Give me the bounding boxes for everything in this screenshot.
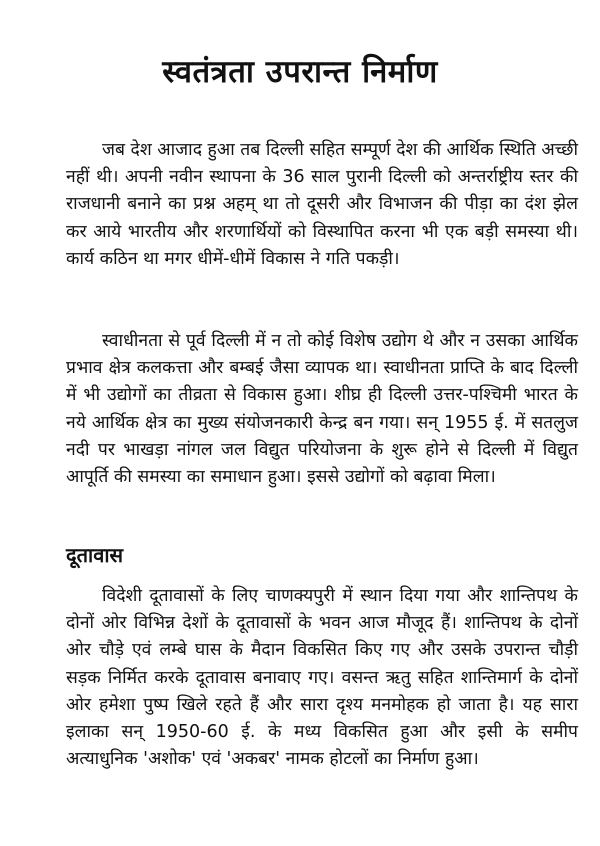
paragraph-embassies: विदेशी दूतावासों के लिए चाणक्यपुरी में स्थान दिया गया और शान्तिपथ के दोनों ओर विभिन्न देशों के दूतावासों के भवन आज मौजूद हैं। शान्तिपथ के दोनों ओर चौड़े एवं लम्बे घास के मैदान विकसित किए गए और उसके उपरान्त चौड़ी सड़क निर्मित करके दूतावास बनावाए गए। वसन्त ऋतु सहित शान्तिमार्ग के दोनों ओर हमेशा पुष्प खिले रहते हैं और सारा दृश्य मनमोहक हो जाता है। यह सारा इलाका सन् 1950-60 ई. के मध्य विकसित हुआ और इसी के समीप अत्याधुनिक 'अशोक' एवं 'अकबर' नामक होटलों का निर्माण हुआ। (66, 586, 578, 770)
section-heading-embassies: दूतावास (66, 543, 124, 567)
paragraph-industry: स्वाधीनता से पूर्व दिल्ली में न तो कोई विशेष उद्योग थे और न उसका आर्थिक प्रभाव क्षेत्र कलकत्ता और बम्बई जैसा व्यापक था। स्वाधीनता प्राप्ति के बाद दिल्ली में भी उद्योगों का तीव्रता से विकास हुआ। शीघ्र ही दिल्ली उत्तर-पश्चिमी भारत के नये आर्थिक क्षेत्र का मुख्य संयोजनकारी केन्द्र बन गया। सन् 1955 ई. में सतलुज नदी पर भाखड़ा नांगल जल विद्युत परियोजना के शुरू होने से दिल्ली में विद्युत आपूर्ति की समस्या का समाधान हुआ। इससे उद्योगों को बढ़ावा मिला। (66, 331, 578, 488)
paragraph-independence: जब देश आजाद हुआ तब दिल्ली सहित सम्पूर्ण देश की आर्थिक स्थिति अच्छी नहीं थी। अपनी नवीन स्थापना के 36 साल पुरानी दिल्ली को अन्तर्राष्ट्रीय स्तर की राजधानी बनाने का प्रश्न अहम् था तो दूसरी और विभाजन की पीड़ा का दंश झेल कर आये भारतीय और शरणार्थियों को विस्थापित करना भी एक बड़ी समस्या थी। कार्य कठिन था मगर धीमें-धीमें विकास ने गति पकड़ी। (66, 140, 579, 269)
page-title: स्वतंत्रता उपरान्त निर्माण (162, 54, 438, 90)
